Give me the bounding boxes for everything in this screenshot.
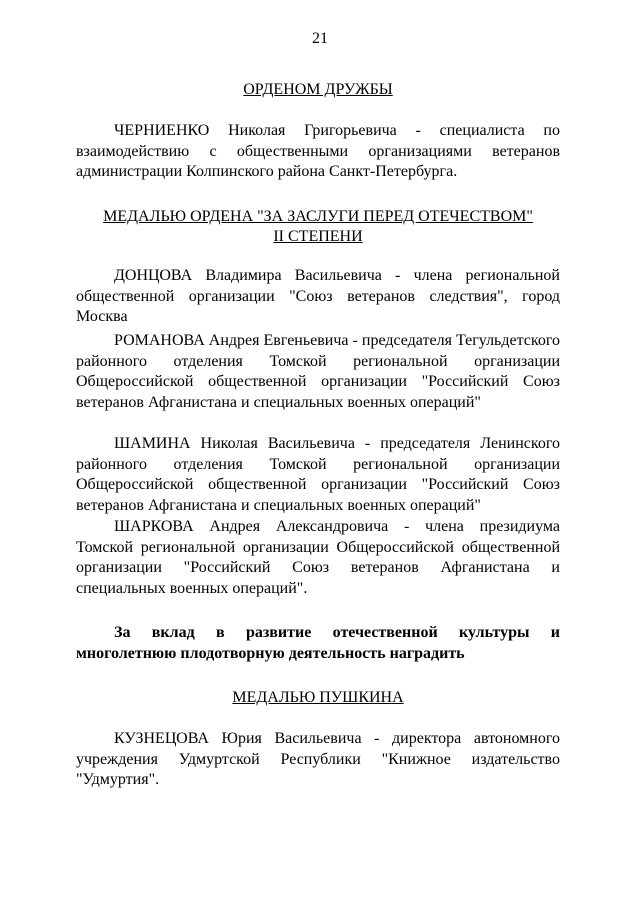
heading-medal-merit-line2: II СТЕПЕНИ bbox=[273, 228, 363, 245]
award-entry-shamin: ШАМИНА Николая Васильевича - председателя Ленинского районного отделения Томской региональной организации Общероссийской общественной организации "Российский Союз ветеранов Афганистана и специальных военных операций" bbox=[76, 435, 560, 514]
culture-award-intro: За вклад в развитие отечественной культуры и многолетнюю плодотворную деятельность наградить bbox=[76, 624, 560, 662]
award-entry-dontsov: ДОНЦОВА Владимира Васильевича - члена региональной общественной организации "Союз ветеранов следствия", город Москва bbox=[76, 267, 560, 325]
page-number: 21 bbox=[312, 30, 328, 47]
award-entry-kuznetsov: КУЗНЕЦОВА Юрия Васильевича - директора автономного учреждения Удмуртской Республики "Книжное издательство "Удмуртия". bbox=[76, 730, 560, 788]
award-entry-sharkov: ШАРКОВА Андрея Александровича - члена президиума Томской региональной организации Общероссийской общественной организации "Российский Союз ветеранов Афганистана и специальных военных операций". bbox=[76, 518, 560, 597]
heading-order-friendship: ОРДЕНОМ ДРУЖБЫ bbox=[243, 81, 393, 98]
heading-medal-pushkin: МЕДАЛЬЮ ПУШКИНА bbox=[232, 689, 404, 706]
heading-medal-merit-line1: МЕДАЛЬЮ ОРДЕНА "ЗА ЗАСЛУГИ ПЕРЕД ОТЕЧЕСТВОМ" bbox=[103, 208, 533, 225]
award-entry-romanov: РОМАНОВА Андрея Евгеньевича - председателя Тегульдетского районного отделения Томской региональной организации Общероссийской общественной организации "Российский Союз ветеранов Афганистана и специальных военных операций" bbox=[76, 332, 560, 411]
heading-medal-merit bbox=[76, 207, 560, 247]
award-entry-chernienko: ЧЕРНИЕНКО Николая Григорьевича - специалиста по взаимодействию с общественными организациями ветеранов администрации Колпинского района Санкт-Петербурга. bbox=[76, 122, 560, 180]
